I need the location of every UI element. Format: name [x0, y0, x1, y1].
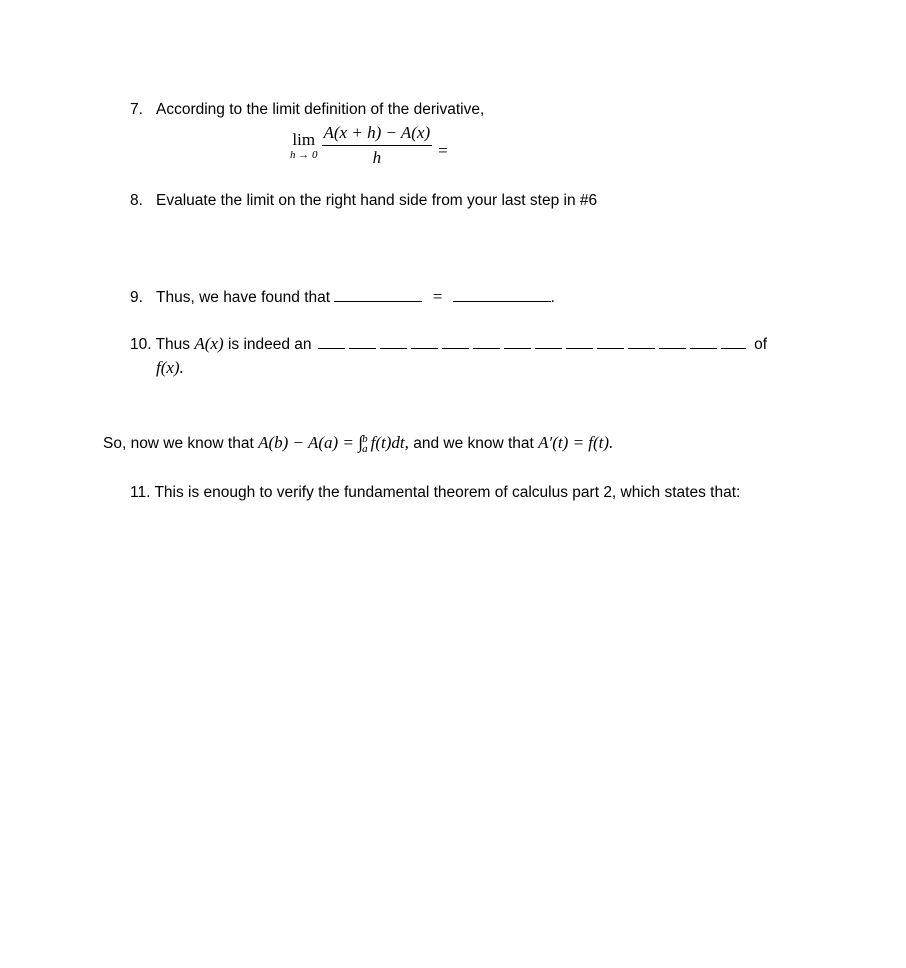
- item-number: 11.: [130, 484, 151, 501]
- item-9: [130, 287, 555, 307]
- function-a: A(x): [194, 334, 224, 353]
- lower-limit: a: [362, 442, 368, 455]
- item-text: Evaluate the limit on the right hand side from your last step in #6: [156, 192, 598, 209]
- answer-blank: [318, 335, 746, 349]
- item-number: 10.: [130, 336, 152, 353]
- item-text: Thus, we have found that: [156, 289, 331, 306]
- summary-equation-2: A′(t) = f(t).: [538, 433, 614, 452]
- item-text: This is enough to verify the fundamental theorem of calculus part 2, which states that:: [154, 484, 741, 501]
- item-text: According to the limit definition of the derivative,: [156, 101, 485, 118]
- summary-line: [103, 432, 613, 454]
- denominator: h: [372, 148, 382, 167]
- item-text-end: of: [754, 336, 768, 353]
- item-11: [130, 484, 740, 502]
- limit-operator: [290, 131, 318, 161]
- summary-prefix: So, now we know that: [103, 435, 254, 452]
- numerator: A(x + h) − A(x): [322, 123, 433, 146]
- integrand: f(t)dt,: [370, 433, 409, 452]
- answer-blank-left: [334, 287, 422, 302]
- difference-quotient: [322, 123, 433, 168]
- lim-text: lim: [292, 129, 316, 149]
- integral-limits: [362, 434, 368, 454]
- item-10: [130, 334, 767, 354]
- function-f: f(x).: [156, 358, 184, 377]
- summary-equation-1: A(b) − A(a) =: [258, 433, 354, 452]
- period: .: [550, 289, 555, 306]
- equals-sign: =: [432, 287, 443, 306]
- answer-blank-right: [453, 287, 551, 302]
- item-number: 7.: [130, 101, 143, 118]
- summary-middle: and we know that: [413, 435, 534, 452]
- item-text: Thus: [155, 336, 191, 353]
- upper-limit: b: [362, 432, 368, 445]
- limit-expression: [290, 123, 448, 168]
- lim-subscript: h → 0: [290, 148, 318, 161]
- item-8: [130, 192, 597, 210]
- integral-sign: ∫: [358, 432, 364, 452]
- item-number: 8.: [130, 192, 143, 209]
- item-number: 9.: [130, 289, 143, 306]
- item-text-mid: is indeed an: [227, 336, 312, 353]
- item-7: [130, 101, 484, 119]
- equals-sign: =: [438, 140, 448, 160]
